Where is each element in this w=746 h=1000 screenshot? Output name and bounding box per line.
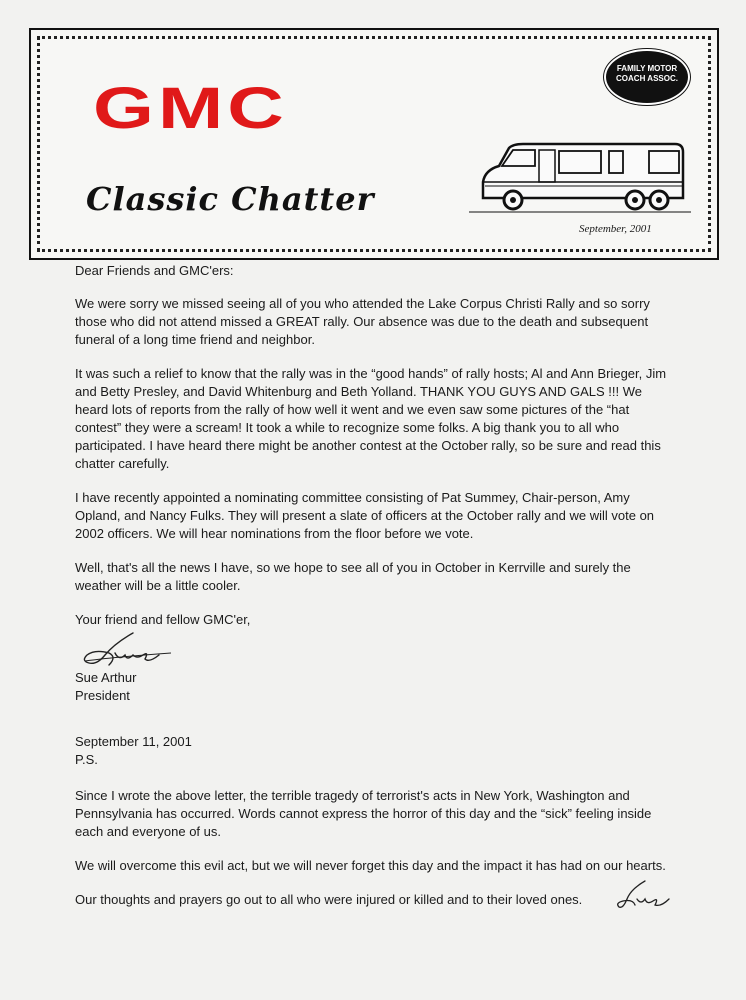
- signer-name: Sue Arthur: [75, 670, 137, 685]
- signer-title: President: [75, 688, 130, 703]
- final-row: [75, 891, 675, 909]
- ps-paragraph: We will overcome this evil act, but we will never forget this day and the impact it has had on our hearts.: [75, 858, 666, 873]
- ps-paragraph: Our thoughts and prayers go out to all who were injured or killed and to their loved ones.: [75, 892, 583, 907]
- closing-line: Your friend and fellow GMC'er,: [75, 612, 251, 627]
- ps-label: P.S.: [75, 752, 98, 767]
- ps-paragraph: Since I wrote the above letter, the terrible tragedy of terrorist's acts in New York, Washington and Pennsylvania has occurred. Words cannot express the horror of this day and the “sick” feeling inside each and everyone of us.: [75, 788, 652, 839]
- newsletter-title: Classic Chatter: [86, 180, 375, 218]
- handwritten-signature: [75, 631, 195, 669]
- letter-body: [75, 262, 675, 909]
- motorhome-icon: [469, 140, 691, 218]
- masthead: [29, 28, 719, 260]
- initial-signature: [615, 879, 675, 913]
- salutation: Dear Friends and GMC'ers:: [75, 263, 234, 278]
- fmca-badge-icon: [604, 49, 690, 105]
- gmc-logo: GMC: [93, 76, 288, 141]
- fmca-badge-text: FAMILY MOTOR COACH ASSOC.: [616, 64, 678, 84]
- paragraph: It was such a relief to know that the rally was in the “good hands” of rally hosts; Al and Ann Brieger, Jim and Betty Presley, and David Whitenburg and Beth Yolland. THANK YOU GUYS AND GALS !!! We heard lots of reports from the rally of how well it went and we even saw some pictures of the “hat contest” they were a scream! It took a while to recognize some folks. A big thank you to all who participated. I have heard there might be another contest at the October rally, so be sure and read this chatter carefully.: [75, 366, 667, 471]
- paragraph: I have recently appointed a nominating committee consisting of Pat Summey, Chair-person, Amy Opland, and Nancy Fulks. They will present a slate of officers at the October rally and we will vote on 2002 officers. We will hear nominations from the floor before we vote.: [75, 490, 655, 541]
- paragraph: We were sorry we missed seeing all of you who attended the Lake Corpus Christi Rally and so sorry those who did not attend missed a GREAT rally. Our absence was due to the death and subsequent funeral of a long time friend and neighbor.: [75, 296, 650, 347]
- issue-date: September, 2001: [579, 223, 652, 235]
- letter-date: September 11, 2001: [75, 734, 192, 749]
- paragraph: Well, that's all the news I have, so we hope to see all of you in October in Kerrville and surely the weather will be a little cooler.: [75, 560, 631, 593]
